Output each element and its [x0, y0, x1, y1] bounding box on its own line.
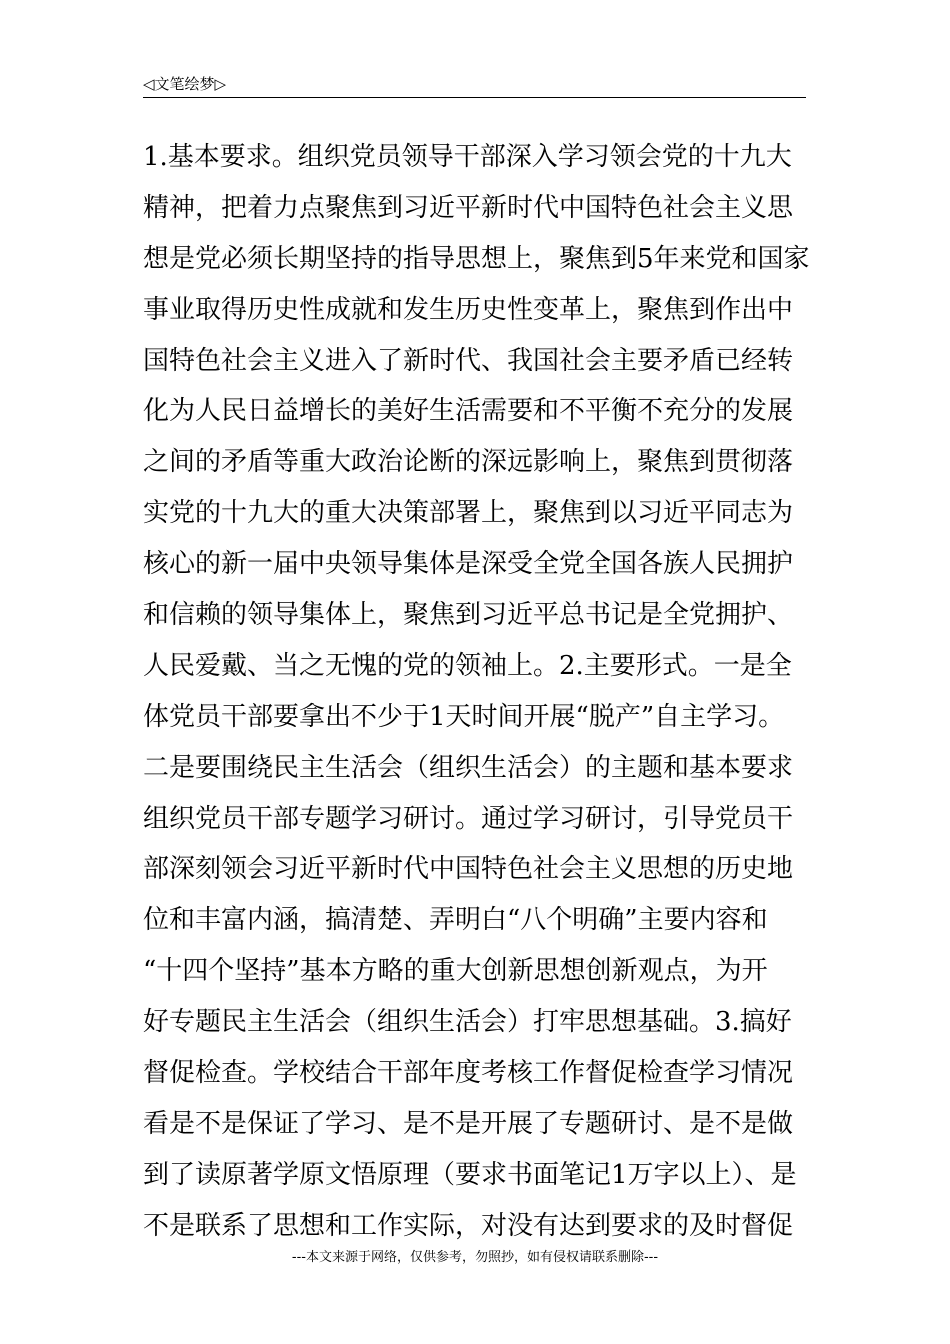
text-line: 看是不是保证了学习、是不是开展了专题研讨、是不是做 — [143, 1108, 794, 1139]
text-line: 化为人民日益增长的美好生活需要和不平衡不充分的发展 — [143, 396, 794, 427]
text-line: 实党的十九大的重大决策部署上，聚焦到以习近平同志为 — [143, 498, 794, 529]
text-line: 组织党员干部专题学习研讨。通过学习研讨，引导党员干 — [143, 803, 794, 834]
text-line: 之间的矛盾等重大政治论断的深远影响上，聚焦到贯彻落 — [143, 447, 794, 478]
text-line: 核心的新一届中央领导集体是深受全党全国各族人民拥护 — [143, 549, 794, 580]
text-line: 精神，把着力点聚焦到习近平新时代中国特色社会主义思 — [143, 192, 794, 223]
text-line: 人民爱戴、当之无愧的党的领袖上。2.主要形式。一是全 — [143, 650, 792, 681]
text-line: 体党员干部要拿出不少于1天时间开展“脱产”自主学习。 — [143, 701, 785, 732]
text-line: 和信赖的领导集体上，聚焦到习近平总书记是全党拥护、 — [143, 600, 794, 631]
text-line: 督促检查。学校结合干部年度考核工作督促检查学习情况 — [143, 1058, 794, 1089]
header-divider — [143, 97, 806, 98]
text-line: 想是党必须长期坚持的指导思想上，聚焦到5年来党和国家 — [143, 243, 810, 274]
header-title: ◁文笔绘梦▷ — [143, 75, 227, 93]
text-line: 事业取得历史性成就和发生历史性变革上，聚焦到作出中 — [143, 294, 794, 325]
text-line: 到了读原著学原文悟原理（要求书面笔记1万字以上）、是 — [143, 1159, 797, 1190]
text-line: 部深刻领会习近平新时代中国特色社会主义思想的历史地 — [143, 854, 794, 885]
text-line: 1.基本要求。组织党员领导干部深入学习领会党的十九大 — [143, 142, 792, 172]
text-line: 二是要围绕民主生活会（组织生活会）的主题和基本要求 — [143, 752, 794, 783]
text-line: 国特色社会主义进入了新时代、我国社会主要矛盾已经转 — [143, 345, 794, 376]
text-line: 位和丰富内涵，搞清楚、弄明白“八个明确”主要内容和 — [143, 905, 768, 936]
body-text — [143, 132, 813, 1252]
text-line: “十四个坚持”基本方略的重大创新思想创新观点，为开 — [143, 956, 768, 987]
footer-disclaimer: ---本文来源于网络，仅供参考，勿照抄，如有侵权请联系删除--- — [291, 1250, 659, 1265]
text-line: 好专题民主生活会（组织生活会）打牢思想基础。3.搞好 — [143, 1007, 792, 1038]
text-line: 不是联系了思想和工作实际，对没有达到要求的及时督促 — [143, 1210, 794, 1241]
